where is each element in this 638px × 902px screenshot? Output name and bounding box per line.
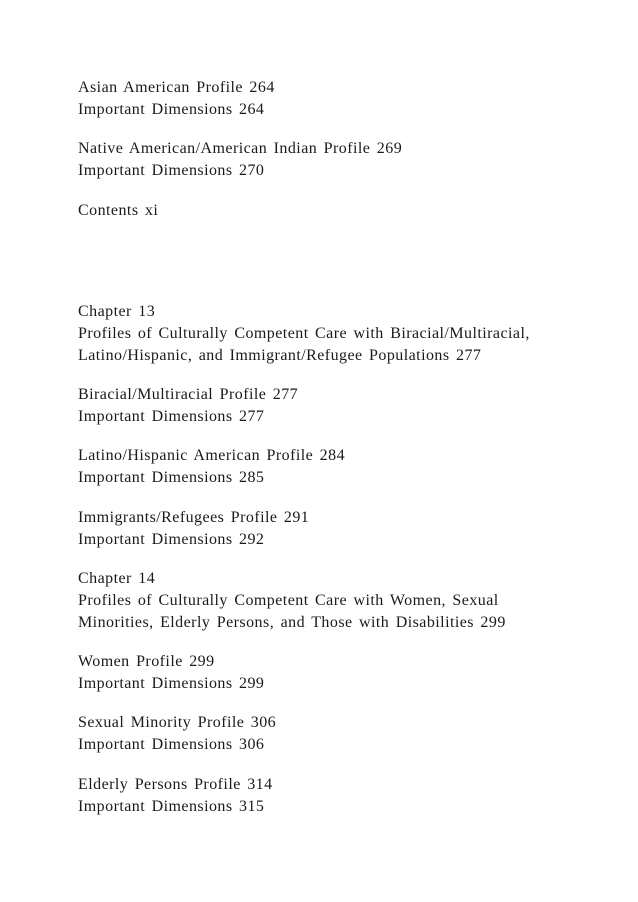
toc-entry-latino-profile: Latino/Hispanic American Profile 284 <box>78 447 346 464</box>
toc-entry-biracial-profile: Biracial/Multiracial Profile 277 <box>78 386 299 403</box>
chapter-13-heading: Chapter 13 <box>78 303 156 320</box>
toc-entry-important-dimensions: Important Dimensions 285 <box>78 469 265 486</box>
chapter-13-title-line-2: Latino/Hispanic, and Immigrant/Refugee Populations 277 <box>78 347 482 364</box>
chapter-14-heading: Chapter 14 <box>78 570 156 587</box>
toc-entry-immigrants-profile: Immigrants/Refugees Profile 291 <box>78 509 310 526</box>
toc-entry-elderly-persons-profile: Elderly Persons Profile 314 <box>78 776 273 793</box>
toc-entry-asian-american-profile: Asian American Profile 264 <box>78 79 275 96</box>
toc-entry-important-dimensions: Important Dimensions 264 <box>78 101 265 118</box>
chapter-14-title-line-1: Profiles of Culturally Competent Care with Women, Sexual <box>78 592 499 609</box>
toc-entry-native-american-profile: Native American/American Indian Profile 269 <box>78 140 403 157</box>
toc-entry-important-dimensions: Important Dimensions 299 <box>78 675 265 692</box>
chapter-13-title-line-1: Profiles of Culturally Competent Care with Biracial/Multiracial, <box>78 325 530 342</box>
chapter-14-title-line-2: Minorities, Elderly Persons, and Those with Disabilities 299 <box>78 614 506 631</box>
toc-entry-women-profile: Women Profile 299 <box>78 653 215 670</box>
contents-page-header: Contents xi <box>78 202 159 219</box>
toc-entry-important-dimensions: Important Dimensions 315 <box>78 798 265 815</box>
toc-entry-important-dimensions: Important Dimensions 306 <box>78 736 265 753</box>
toc-entry-important-dimensions: Important Dimensions 292 <box>78 531 265 548</box>
toc-entry-sexual-minority-profile: Sexual Minority Profile 306 <box>78 714 277 731</box>
toc-entry-important-dimensions: Important Dimensions 277 <box>78 408 265 425</box>
toc-entry-important-dimensions: Important Dimensions 270 <box>78 162 265 179</box>
